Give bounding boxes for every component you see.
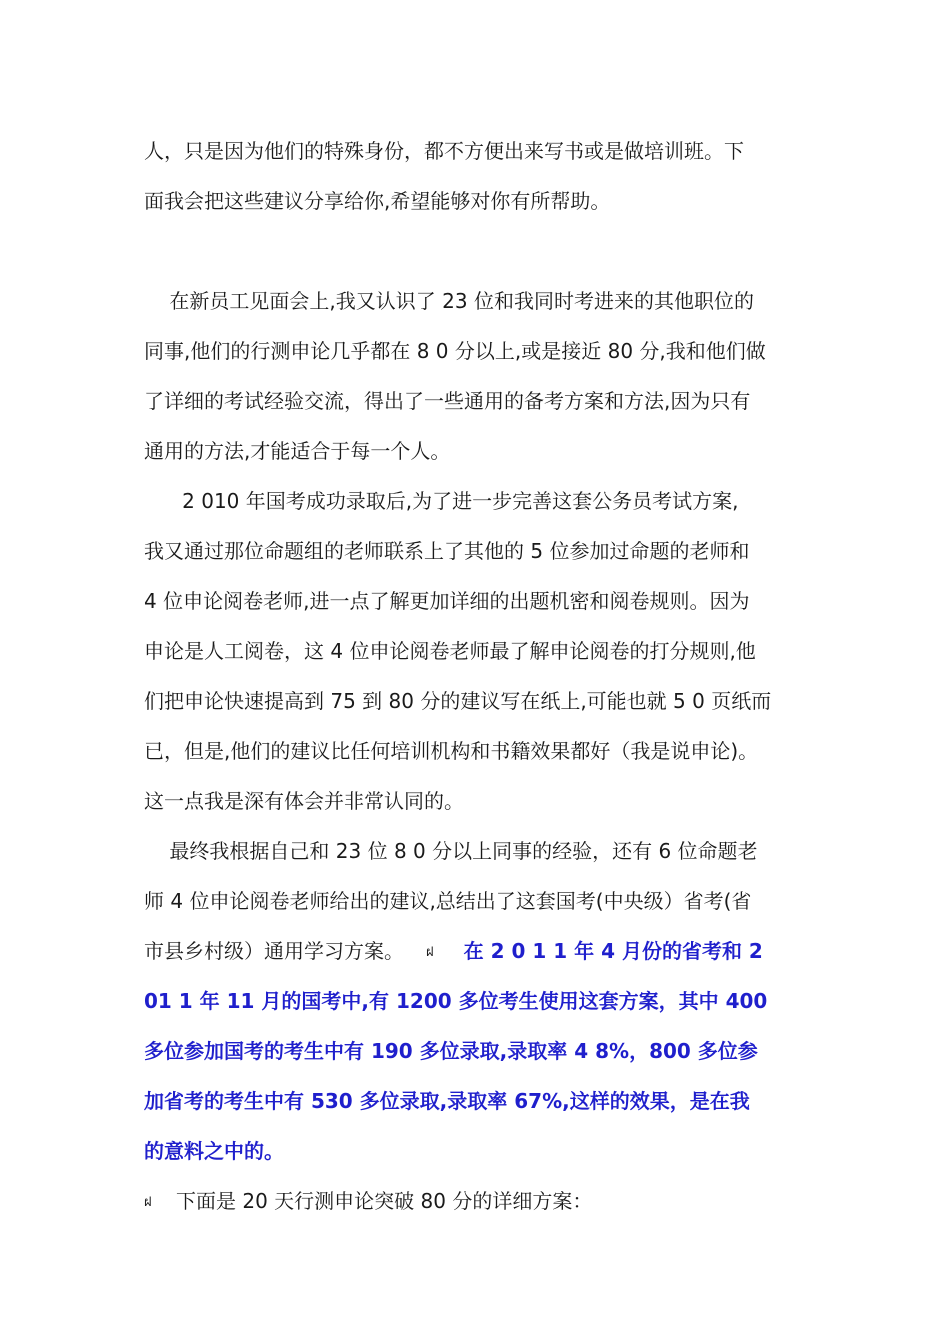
highlight-line: 的意料之中的。 xyxy=(144,1139,284,1163)
text-segment: 市县乡村级）通用学习方案。 xyxy=(144,939,404,963)
text-line: 们把申论快速提高到 75 到 80 分的建议写在纸上,可能也就 5 0 页纸而 xyxy=(144,689,772,713)
text-line: 人，只是因为他们的特殊身份，都不方便出来写书或是做培训班。下 xyxy=(144,139,744,163)
text-line: 4 位申论阅卷老师,进一点了解更加详细的出题机密和阅卷规则。因为 xyxy=(144,589,750,613)
text-line: 同事,他们的行测申论几乎都在 8 0 分以上,或是接近 80 分,我和他们做 xyxy=(144,339,766,363)
highlight-line: 多位参加国考的考生中有 190 多位录取,录取率 4 8%，800 多位参 xyxy=(144,1039,758,1063)
paragraph-intro-continued xyxy=(144,126,808,226)
text-line: 已，但是,他们的建议比任何培训机构和书籍效果都好（我是说申论)。 xyxy=(144,739,759,763)
text-line: 在新员工见面会上,我又认识了 23 位和我同时考进来的其他职位的 xyxy=(144,289,754,313)
text-line: 申论是人工阅卷，这 4 位申论阅卷老师最了解申论阅卷的打分规则,他 xyxy=(144,639,756,663)
text-line: 这一点我是深有体会并非常认同的。 xyxy=(144,789,464,813)
highlight-line: 01 1 年 11 月的国考中,有 1200 多位考生使用这套方案，其中 400 xyxy=(144,989,768,1013)
highlight-line: 加省考的考生中有 530 多位录取,录取率 67%,这样的效果，是在我 xyxy=(144,1089,750,1113)
paragraph-summary xyxy=(144,826,808,1176)
text-line: 师 4 位申论阅卷老师给出的建议,总结出了这套国考(中央级）省考(省 xyxy=(144,889,752,913)
text-line: 了详细的考试经验交流，得出了一些通用的备考方案和方法,因为只有 xyxy=(144,389,751,413)
text-line: 最终我根据自己和 23 位 8 0 分以上同事的经验，还有 6 位命题老 xyxy=(144,839,758,863)
text-line: 2 010 年国考成功录取后,为了进一步完善这套公务员考试方案, xyxy=(144,489,739,513)
highlight-text: 在 2 0 1 1 年 4 月份的省考和 2 xyxy=(463,939,763,963)
text-line-mixed xyxy=(144,926,808,976)
bullet-icon: ฝ xyxy=(426,944,434,960)
text-line: 我又通过那位命题组的老师联系上了其他的 5 位参加过命题的老师和 xyxy=(144,539,750,563)
plan-intro-line xyxy=(144,1176,808,1226)
text-line-with-bullet xyxy=(144,1176,808,1226)
paragraph-2010-exam xyxy=(144,476,808,826)
text-line: 面我会把这些建议分享给你,希望能够对你有所帮助。 xyxy=(144,189,611,213)
paragraph-new-staff-meeting xyxy=(144,276,808,476)
text-line: 通用的方法,才能适合于每一个人。 xyxy=(144,439,451,463)
text-segment: 下面是 20 天行测申论突破 80 分的详细方案： xyxy=(176,1189,593,1213)
bullet-icon: ฝ xyxy=(144,1194,152,1210)
